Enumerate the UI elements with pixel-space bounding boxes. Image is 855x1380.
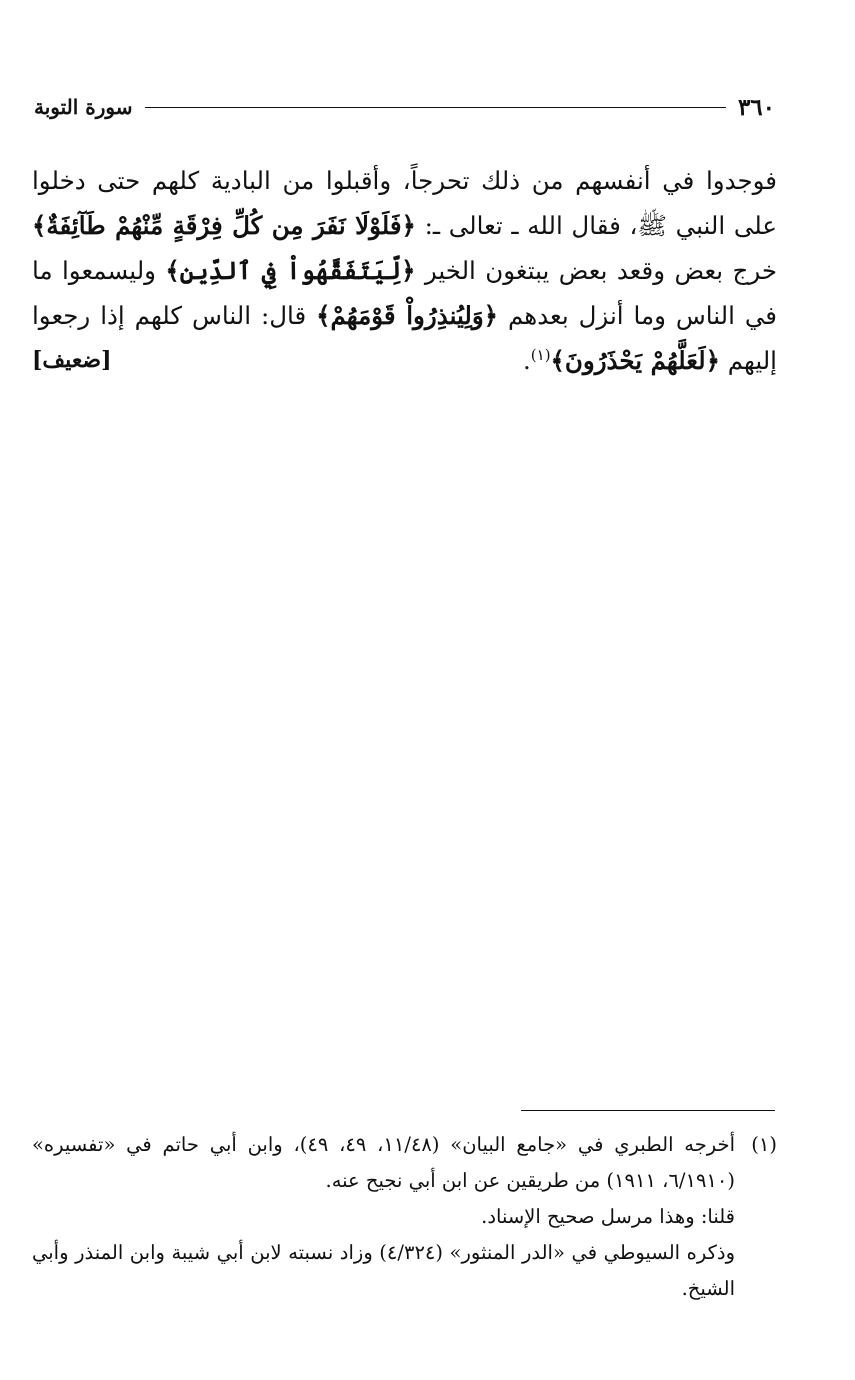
quran-verse-1: ﴿فَلَوْلَا نَفَرَ مِن كُلِّ فِرْقَةٍ مِّنْهُمْ طَآئِفَةٌ﴾ xyxy=(32,211,416,240)
quran-verse-3: ﴿وَلِيُنذِرُواْ قَوْمَهُمْ﴾ xyxy=(316,301,499,330)
main-text xyxy=(32,158,777,383)
footnote-separator xyxy=(521,1110,775,1111)
footnotes xyxy=(32,1127,777,1307)
body-text-2: خرج بعض وقعد بعض يبتغون الخير xyxy=(415,256,778,285)
body-text-1: فوجدوا في أنفسهم من ذلك تحرجاً، وأقبلوا من البادية كلهم حتى دخلوا على النبي ﷺ، فقال الله ـ تعالى ـ: xyxy=(32,166,777,240)
quran-verse-2: ﴿لِّيَتَفَقَّهُواْ فِي ٱلدِّينِ﴾ xyxy=(165,256,416,285)
body-text-3: وليسمعوا ما في الناس وما أنزل بعدهم xyxy=(32,256,777,330)
header-rule xyxy=(145,107,726,108)
footnote-paragraph-1: أخرجه الطبري في «جامع البيان» (١١/٤٨، ٤٩، ٤٩)، وابن أبي حاتم في «تفسيره» (٦/١٩١٠، ١٩١١) من طريقين عن ابن أبي نجيح عنه. xyxy=(32,1133,736,1192)
footnote-paragraph-2: قلنا: وهذا مرسل صحيح الإسناد. xyxy=(481,1205,735,1228)
quran-verse-4: ﴿لَعَلَّهُمْ يَحْذَرُونَ﴾ xyxy=(550,346,720,375)
footnote-reference: (١) xyxy=(530,345,551,364)
page-number: ٣٦٠ xyxy=(737,93,775,121)
body-text-4: قال: الناس كلهم إذا رجعوا إليهم xyxy=(32,301,777,375)
hadith-grade: [ضعيف] xyxy=(32,347,112,373)
footnote-number: (١) xyxy=(751,1133,777,1156)
end-period: . xyxy=(522,346,531,375)
surah-title: سورة التوبة xyxy=(34,95,133,119)
running-header xyxy=(34,90,775,124)
footnote-1 xyxy=(32,1127,777,1199)
footnote-paragraph-3: وذكره السيوطي في «الدر المنثور» (٤/٣٢٤) وزاد نسبته لابن أبي شيبة وابن المنذر وأبي الشيخ. xyxy=(32,1241,735,1300)
